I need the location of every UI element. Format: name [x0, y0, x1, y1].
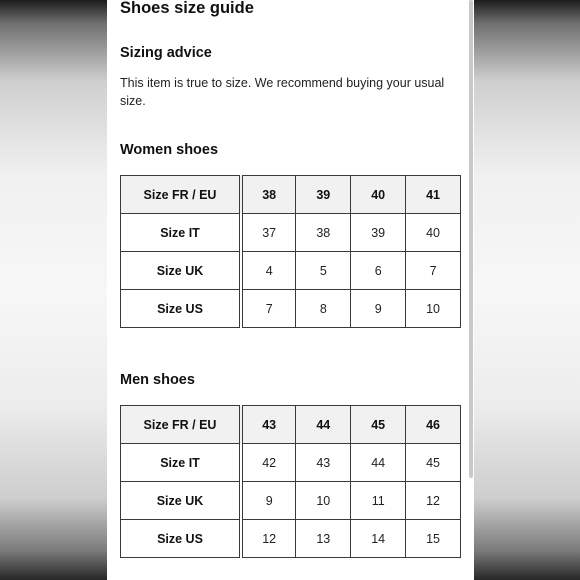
size-cell: 38	[296, 214, 351, 252]
size-cell: 45	[351, 406, 406, 444]
table-row	[121, 214, 461, 252]
table-row	[121, 176, 461, 214]
size-cell: 43	[241, 406, 296, 444]
women-shoes-heading: Women shoes	[120, 142, 219, 158]
sizing-advice-heading: Sizing advice	[120, 45, 212, 61]
size-cell: 11	[351, 482, 406, 520]
row-label: Size FR / EU	[121, 176, 242, 214]
background-right	[474, 0, 580, 580]
size-cell: 14	[351, 520, 406, 558]
women-size-table	[120, 175, 461, 328]
size-cell: 6	[351, 252, 406, 290]
row-label: Size IT	[121, 444, 242, 482]
size-cell: 10	[406, 290, 461, 328]
size-cell: 45	[406, 444, 461, 482]
size-cell: 44	[351, 444, 406, 482]
size-cell: 44	[296, 406, 351, 444]
row-label: Size US	[121, 290, 242, 328]
table-row	[121, 406, 461, 444]
size-cell: 8	[296, 290, 351, 328]
sizing-advice-text: This item is true to size. We recommend buying your usual size.	[120, 76, 445, 108]
row-label: Size UK	[121, 482, 242, 520]
size-cell: 7	[241, 290, 296, 328]
size-cell: 13	[296, 520, 351, 558]
size-cell: 40	[351, 176, 406, 214]
size-cell: 40	[406, 214, 461, 252]
men-size-table	[120, 405, 461, 558]
size-cell: 43	[296, 444, 351, 482]
scrollbar[interactable]	[469, 0, 473, 478]
size-cell: 10	[296, 482, 351, 520]
size-cell: 9	[351, 290, 406, 328]
size-cell: 38	[241, 176, 296, 214]
size-cell: 5	[296, 252, 351, 290]
size-cell: 15	[406, 520, 461, 558]
page-title: Shoes size guide	[120, 0, 254, 17]
size-cell: 46	[406, 406, 461, 444]
row-label: Size US	[121, 520, 242, 558]
size-guide-panel	[107, 0, 474, 580]
table-row	[121, 520, 461, 558]
table-row	[121, 290, 461, 328]
table-row	[121, 482, 461, 520]
size-cell: 37	[241, 214, 296, 252]
size-cell: 4	[241, 252, 296, 290]
size-cell: 12	[406, 482, 461, 520]
row-label: Size UK	[121, 252, 242, 290]
size-cell: 39	[296, 176, 351, 214]
table-row	[121, 444, 461, 482]
size-cell: 42	[241, 444, 296, 482]
row-label: Size FR / EU	[121, 406, 242, 444]
background-left	[0, 0, 107, 580]
size-cell: 39	[351, 214, 406, 252]
size-cell: 9	[241, 482, 296, 520]
size-cell: 7	[406, 252, 461, 290]
men-shoes-heading: Men shoes	[120, 372, 195, 388]
row-label: Size IT	[121, 214, 242, 252]
size-cell: 12	[241, 520, 296, 558]
size-cell: 41	[406, 176, 461, 214]
table-row	[121, 252, 461, 290]
